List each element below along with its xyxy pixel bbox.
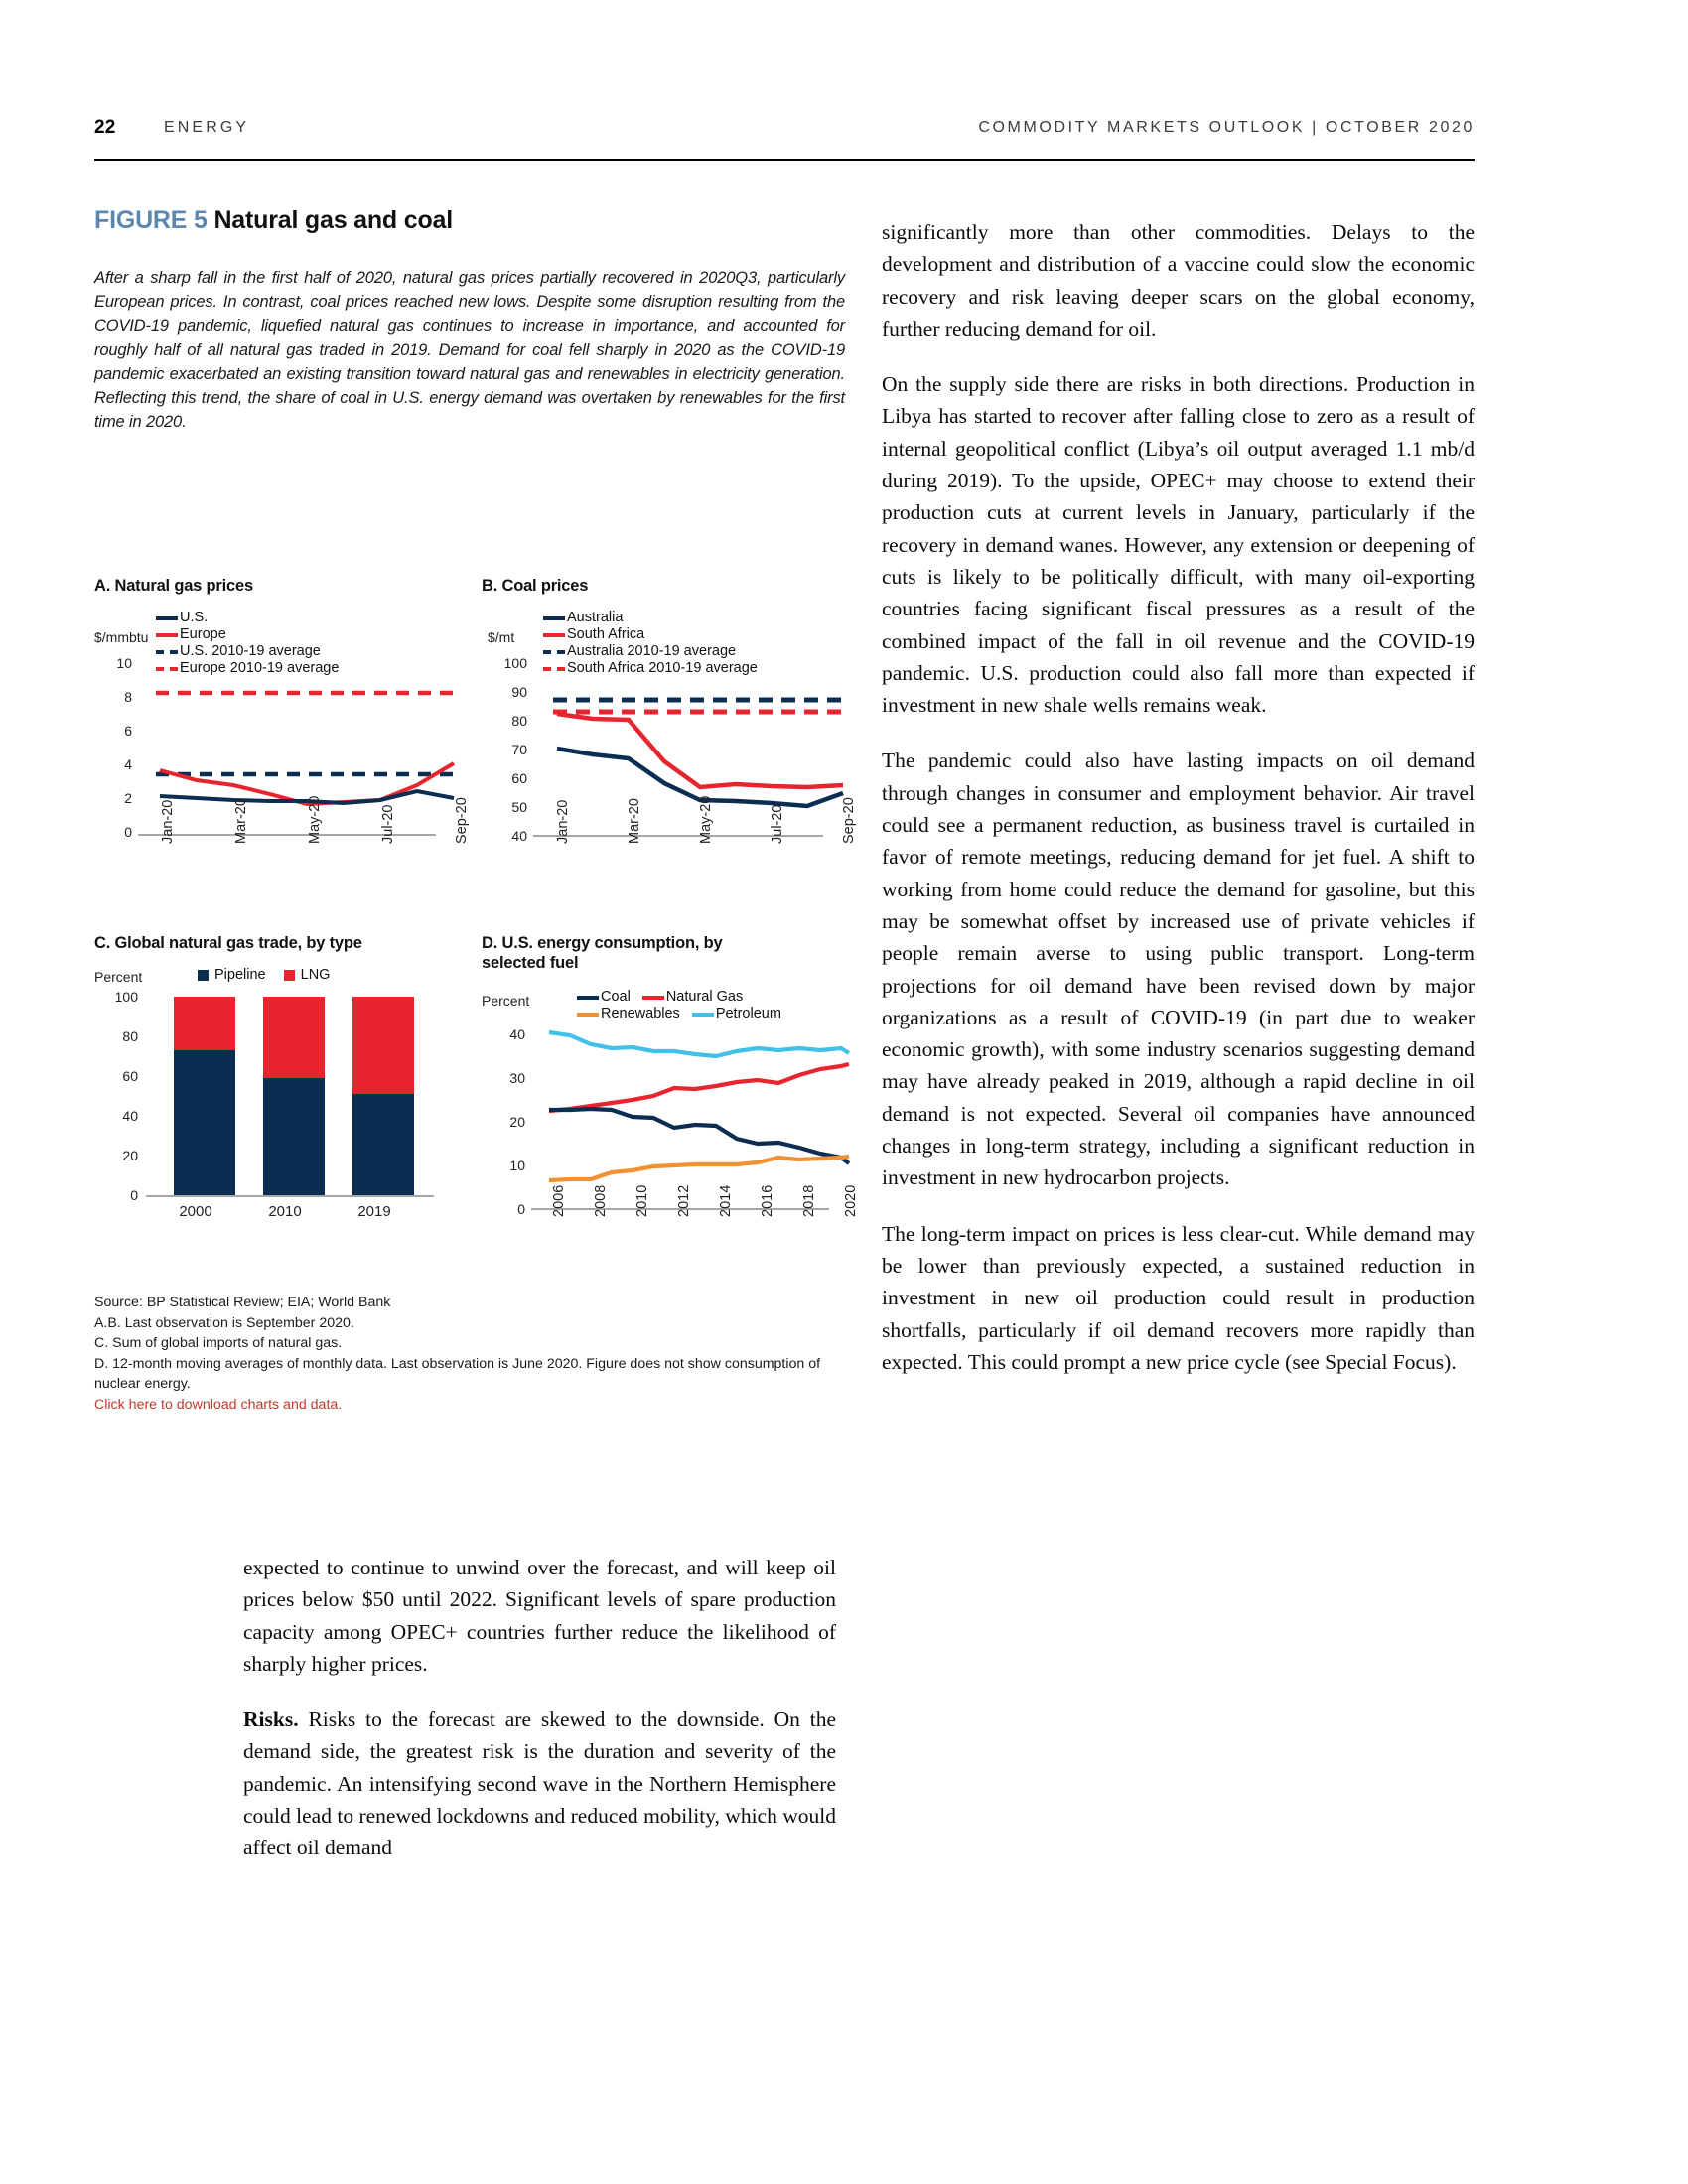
legend-label: Australia [567, 610, 624, 625]
panel-c-title: C. Global natural gas trade, by type [94, 934, 362, 952]
panel-c-ytick-60: 60 [122, 1068, 138, 1084]
panel-d-series-svg [531, 991, 859, 1215]
panel-d-xtick-2014: 2014 [718, 1184, 734, 1217]
page-number: 22 [94, 117, 116, 138]
panel-a-plot [94, 608, 470, 905]
panel-b-ytick-40: 40 [511, 828, 527, 844]
legend-label: Pipeline [214, 967, 266, 983]
header-rule [94, 159, 1475, 161]
panel-a-xtick-jul: Jul-20 [380, 804, 396, 844]
legend-label: LNG [300, 967, 331, 983]
panel-a-ytick-2: 2 [124, 790, 132, 806]
panel-b-ytick-60: 60 [511, 770, 527, 786]
panel-a-xtick-sep: Sep-20 [454, 797, 470, 844]
panel-a-ytick-10: 10 [116, 655, 132, 671]
note-a-b: A.B. Last observation is September 2020. [94, 1314, 354, 1331]
panel-d-ytick-20: 20 [509, 1114, 525, 1130]
panel-c-xtick-2019: 2019 [357, 1203, 391, 1220]
panel-d-xtick-2008: 2008 [593, 1184, 609, 1217]
panel-b-xtick-jul: Jul-20 [770, 804, 785, 844]
header-section-label: ENERGY [164, 119, 250, 136]
panel-b-xtick-mar: Mar-20 [627, 798, 642, 844]
panel-d-xtick-2016: 2016 [760, 1184, 775, 1217]
legend-label: Natural Gas [665, 989, 744, 1005]
panel-b-ytick-100: 100 [503, 655, 527, 671]
right-paragraph-3: The pandemic could also have lasting impacts on oil demand through changes in consumer and employment behavior. Air travel could see a permanent reduction, as business travel is curtailed in favor of remote meetings, reducing demand for jet fuel. A shift to working from home could reduce the demand for gasoline, but this may be somewhat offset by increased use of private vehicles if people remain averse to using public transport. Long-term projections for oil demand have been revised down by major organizations as a result of COVID-19 (in part due to weaker economic growth), with some industry scenarios suggesting demand may have already peaked in 2019, although a rapid decline in oil demand is not expected. Several oil companies have announced changes in long-term strategy, including a significant reduction in investment in new hydrocarbon projects. [882, 749, 1475, 1190]
panel-b-coal-prices [482, 576, 857, 913]
legend-label: Coal [601, 989, 631, 1005]
panel-d-plot [482, 991, 859, 1269]
panel-d-xtick-2010: 2010 [634, 1184, 650, 1217]
right-paragraph-1: significantly more than other commodities. Delays to the development and distribution of a vaccine could slow the economic recovery and risk leaving deeper scars on the global economy, further reducing demand for oil. [882, 220, 1475, 341]
panel-c-ytick-100: 100 [114, 989, 138, 1005]
panel-a-xtick-jan: Jan-20 [160, 799, 176, 844]
panel-c-plot [94, 967, 462, 1255]
right-column-body [882, 216, 1475, 1378]
panel-d-ytick-10: 10 [509, 1158, 525, 1173]
panel-b-y-unit: $/mt [488, 629, 515, 645]
note-d: D. 12-month moving averages of monthly data. Last observation is June 2020. Figure does not show consumption of nuclear energy. [94, 1355, 821, 1393]
panel-b-title: B. Coal prices [482, 577, 589, 595]
panel-d-xtick-2018: 2018 [801, 1184, 817, 1217]
panel-d-y-unit: Percent [482, 993, 530, 1009]
note-c: C. Sum of global imports of natural gas. [94, 1335, 343, 1352]
legend-label: Europe [180, 626, 226, 642]
panel-d-us-energy-consumption [482, 933, 859, 1271]
right-paragraph-2: On the supply side there are risks in both directions. Production in Libya has started to recover after falling close to zero as a result of internal geopolitical conflict (Libya’s oil output averaged 1.1 mb/d during 2019). To the upside, OPEC+ may choose to extend their production cuts at current levels in January, particularly if the recovery in demand wanes. However, any extension or deepening of cuts is likely to be politically difficult, with many oil-exporting countries facing significant fiscal pressures as a result of the combined impact of the fall in oil revenue and the COVID-19 pandemic. U.S. production could also fall more than expected if investment in new shale wells remains weak. [882, 372, 1475, 718]
legend-label: South Africa 2010-19 average [567, 660, 758, 676]
panel-d-xtick-2006: 2006 [551, 1184, 567, 1217]
panel-c-global-gas-trade [94, 933, 462, 1271]
panel-b-plot [482, 608, 857, 905]
panel-d-xtick-2012: 2012 [676, 1184, 692, 1217]
right-paragraph-4: The long-term impact on prices is less clear-cut. While demand may be lower than previously expected, a sustained reduction in investment in new oil production could result in production shortfalls, particularly if oil demand recovers more rapidly than expected. This could prompt a new price cycle (see Special Focus). [882, 1221, 1475, 1374]
left-paragraph-1: expected to continue to unwind over the forecast, and will keep oil prices below $50 until 2022. Significant levels of spare production capacity among OPEC+ countries further reduce the likelihood of sharply higher prices. [243, 1556, 836, 1676]
legend-label: Australia 2010-19 average [567, 643, 737, 659]
download-charts-link[interactable]: Click here to download charts and data. [94, 1396, 343, 1413]
panel-c-x-axis [146, 1195, 434, 1197]
panel-a-natural-gas-prices [94, 576, 470, 913]
legend-label: U.S. 2010-19 average [180, 643, 321, 659]
panel-c-xtick-2010: 2010 [268, 1203, 302, 1220]
panel-c-ytick-80: 80 [122, 1028, 138, 1044]
panel-a-series-svg [138, 608, 466, 846]
legend-label: U.S. [180, 610, 209, 625]
panel-c-ytick-0: 0 [130, 1187, 138, 1203]
panel-d-xtick-2020: 2020 [843, 1184, 859, 1217]
header-publication-label: COMMODITY MARKETS OUTLOOK | OCTOBER 2020 [978, 119, 1475, 136]
figure-name: Natural gas and coal [213, 206, 453, 234]
note-source: Source: BP Statistical Review; EIA; World Bank [94, 1295, 391, 1310]
risks-lead-in: Risks. [243, 1707, 299, 1732]
panel-a-ytick-0: 0 [124, 824, 132, 840]
legend-label: Petroleum [715, 1006, 781, 1022]
panel-b-series-svg [533, 608, 851, 846]
page-header [94, 117, 1475, 157]
figure-intro-paragraph: After a sharp fall in the first half of 2020, natural gas prices partially recovered in 2020Q3, particularly European prices. In contrast, coal prices reached new lows. Despite some disruption resulting from the COVID-19 pandemic, liquefied natural gas continues to increase in importance, and accounted for roughly half of all natural gas traded in 2019. Demand for coal fell sharply in 2020 as the COVID-19 pandemic exacerbated an existing transition toward natural gas and renewables in electricity generation. Reflecting this trend, the share of coal in U.S. energy demand was overtaken by renewables for the first time in 2020. [94, 269, 845, 432]
panel-c-xtick-2000: 2000 [179, 1203, 212, 1220]
left-column-bottom-body [243, 1552, 836, 1864]
panel-b-ytick-90: 90 [511, 684, 527, 700]
panel-b-ytick-70: 70 [511, 742, 527, 757]
panel-d-ytick-0: 0 [517, 1201, 525, 1217]
panel-b-ytick-80: 80 [511, 713, 527, 729]
panel-b-xtick-jan: Jan-20 [555, 799, 571, 844]
panel-a-xtick-mar: Mar-20 [233, 798, 249, 844]
panel-c-ytick-20: 20 [122, 1148, 138, 1163]
figure-title [94, 206, 453, 235]
panel-b-xtick-may: May-20 [698, 795, 714, 844]
panel-d-title: D. U.S. energy consumption, by selected fuel [482, 934, 723, 972]
legend-label: Europe 2010-19 average [180, 660, 340, 676]
panel-a-title: A. Natural gas prices [94, 577, 253, 595]
risks-body: Risks to the forecast are skewed to the downside. On the demand side, the greatest risk is the duration and severity of the pandemic. An intensifying second wave in the Northern Hemisphere could lead to renewed lockdowns and reduced mobility, which would affect oil demand [243, 1707, 836, 1860]
panel-a-ytick-4: 4 [124, 756, 132, 772]
figure-label: FIGURE 5 [94, 206, 208, 234]
figure-notes [94, 1293, 849, 1416]
panel-a-ytick-6: 6 [124, 723, 132, 739]
panel-a-ytick-8: 8 [124, 689, 132, 705]
panel-c-y-unit: Percent [94, 969, 143, 985]
panel-a-xtick-may: May-20 [307, 795, 323, 844]
panel-b-ytick-50: 50 [511, 799, 527, 815]
panel-c-bars-svg [146, 967, 444, 1201]
panel-d-ytick-30: 30 [509, 1070, 525, 1086]
legend-label: Renewables [601, 1006, 680, 1022]
panel-c-ytick-40: 40 [122, 1108, 138, 1124]
panel-a-y-unit: $/mmbtu [94, 629, 149, 645]
panel-d-ytick-40: 40 [509, 1026, 525, 1042]
legend-label: South Africa [567, 626, 645, 642]
panel-b-xtick-sep: Sep-20 [841, 797, 857, 844]
left-paragraph-2-risks [243, 1704, 836, 1863]
